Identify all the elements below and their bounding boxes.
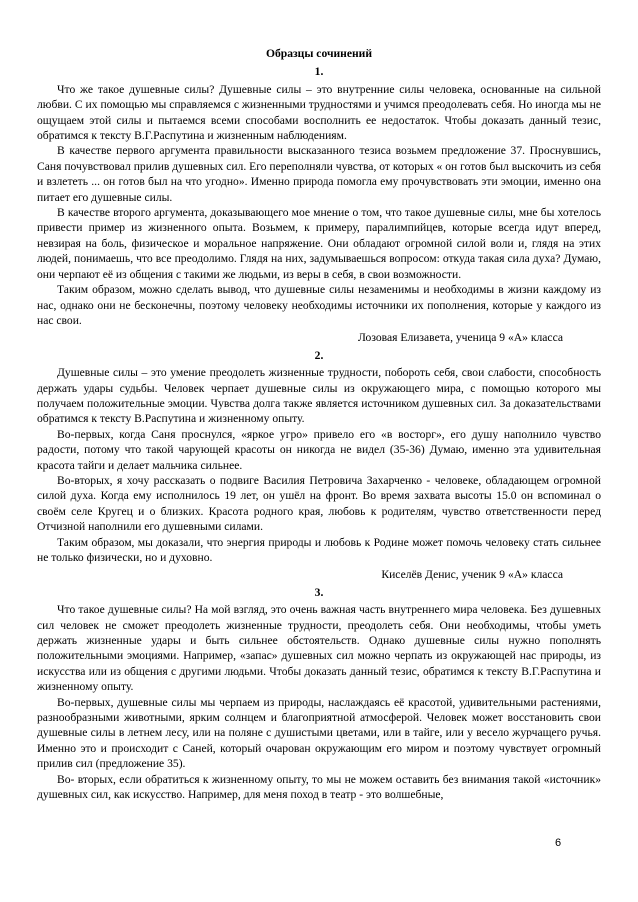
essay-paragraph: Что же такое душевные силы? Душевные силы – это внутренние силы человека, основанные на сильной любви. С их помощью мы справляемся с жизненными трудностями и учимся преодолевать себя. Но иногда мы не ощущаем этой силы и пытаемся всеми способами восполнить ее недостаток. Чтобы доказать данный тезис, обратимся к тексту В.Г.Распутина и жизненным наблюдениям. xyxy=(37,82,601,143)
essay-author: Киселёв Денис, ученик 9 «А» класса xyxy=(381,568,563,582)
essay-paragraph: Таким образом, можно сделать вывод, что душевные силы незаменимы и необходимы в жизни каждому из нас, однако они не бесконечны, поэтому человеку необходимы источники их пополнения, которые у каждого из нас свои. xyxy=(37,283,601,327)
essay-paragraph: Во-первых, когда Саня проснулся, «яркое угро» привело его «в восторг», его душу наполнило чувство радости, потому что такой чарующей красоты он никогда не видел (35-36) Думаю, именно эта удивительная красота тайги и делает мальчика сильнее. xyxy=(37,427,601,472)
essay-2 xyxy=(37,348,601,583)
essay-paragraph: Во-вторых, я хочу рассказать о подвиге Василия Петровича Захарченко - человеке, обладающем огромной силой духа. Когда ему исполнилось 19 лет, он ушёл на фронт. Во время захвата высоты 15.0 он вспоминал о своём селе Кругец и о близких. Красота родного края, любовь к родителям, чувство ответственности перед Отчизной наполнили его душевными силами. xyxy=(37,473,601,534)
essay-paragraph: Душевные силы – это умение преодолеть жизненные трудности, побороть себя, свои слабости, способность держать удары судьбы. Человек черпает душевные силы из окружающего мира, с помощью которого мы получаем положительные эмоции. Чувства долга также является источником душевных сил. За доказательствами обратимся к тексту В.Распутина и жизненному опыту. xyxy=(37,366,601,426)
essay-1 xyxy=(37,64,601,345)
essay-paragraph: Во-первых, душевные силы мы черпаем из природы, наслаждаясь её красотой, удивительными растениями, разнообразными животными, ярким солнцем и благоприятной атмосферой. Человек может восстановить свои душевные силы в летнем лесу, или на поляне с душистыми цветами, или в тайге, или у весело журчащего ручья. Именно это и происходит с Саней, который очарован окружающим его миром и поэтому чувствует огромный прилив сил (предложение 35). xyxy=(37,695,601,771)
document-title: Образцы сочинений xyxy=(265,47,373,60)
essay-paragraph: Таким образом, мы доказали, что энергия природы и любовь к Родине может помочь человеку стать сильнее не только физически, но и духовно. xyxy=(37,535,601,564)
page-number: 6 xyxy=(555,837,562,849)
essay-number: 1. xyxy=(314,65,324,79)
essay-3 xyxy=(37,585,601,803)
essay-number: 3. xyxy=(314,585,324,599)
page-content xyxy=(37,46,601,803)
essay-paragraph: Во- вторых, если обратиться к жизненному опыту, то мы не можем оставить без внимания такой «источник» душевных сил, как искусство. Например, для меня поход в театр - это волшебные, xyxy=(37,772,601,802)
essay-paragraph: В качестве второго аргумента, доказывающего мое мнение о том, что такое душевные силы, мне бы хотелось привести пример из жизненного опыта. Возьмем, к примеру, паралимпийцев, которые всегда идут вперед, невзирая на боль, физическое и моральное напряжение. Они обладают огромной силой воли и, глядя на этих людей, понимаешь, что все преодолимо. Глядя на них, задумываешься вопросом: откуда такая сила духа? Думаю, они черпают её из общения с такими же людьми, из веры в себя, в свои возможности. xyxy=(37,206,601,281)
essay-paragraph: В качестве первого аргумента правильности высказанного тезиса возьмем предложение 37. Проснувшись, Саня почувствовал прилив душевных сил. Его переполняли чувства, от которых « он готов был выскочить из себя и взлететь ... он готов был на что угодно». Именно природа помогла ему прочувствовать эти эмоции, именно она питает его душевные силы. xyxy=(37,144,601,204)
essay-author: Лозовая Елизавета, ученица 9 «А» класса xyxy=(357,331,563,345)
essay-number: 2. xyxy=(314,348,324,362)
essay-paragraph: Что такое душевные силы? На мой взгляд, это очень важная часть внутреннего мира человека. Без душевных сил человек не сможет преодолеть жизненные трудности, преодолеть себя. Они необходимы, чтобы уметь держать жизненные удары и быть сильнее обстоятельств. Однако душевные силы нужно пополнять положительными эмоциями. Например, «запас» душевных сил можно черпать из окружающей нас природы, из искусства или из общения с другими людьми. Чтобы доказать данный тезис, обратимся к тексту В.Г.Распутина и жизненному опыту. xyxy=(37,603,601,694)
